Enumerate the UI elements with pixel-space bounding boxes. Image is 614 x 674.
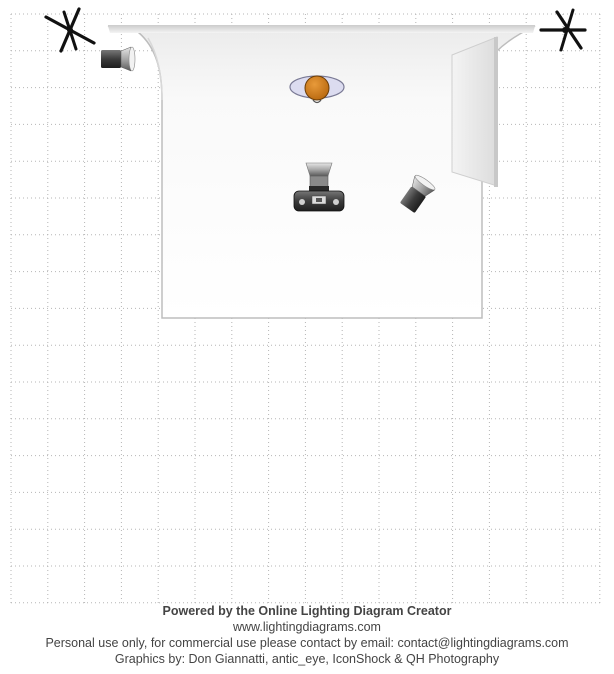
footer-website-link[interactable]: www.lightingdiagrams.com xyxy=(233,620,381,634)
reflector-panel-icon xyxy=(452,37,498,187)
light-stand-icon xyxy=(541,10,585,50)
footer-title: Powered by the Online Lighting Diagram Creator xyxy=(162,604,452,618)
footer-credits: Graphics by: Don Giannatti, antic_eye, IconShock & QH Photography xyxy=(114,652,500,666)
footer xyxy=(0,603,614,667)
footer-license-note: Personal use only, for commercial use please contact by email: contact@lightingdiagrams.com xyxy=(45,636,569,650)
strobe-icon xyxy=(101,47,135,71)
light-stand-icon xyxy=(46,9,94,51)
